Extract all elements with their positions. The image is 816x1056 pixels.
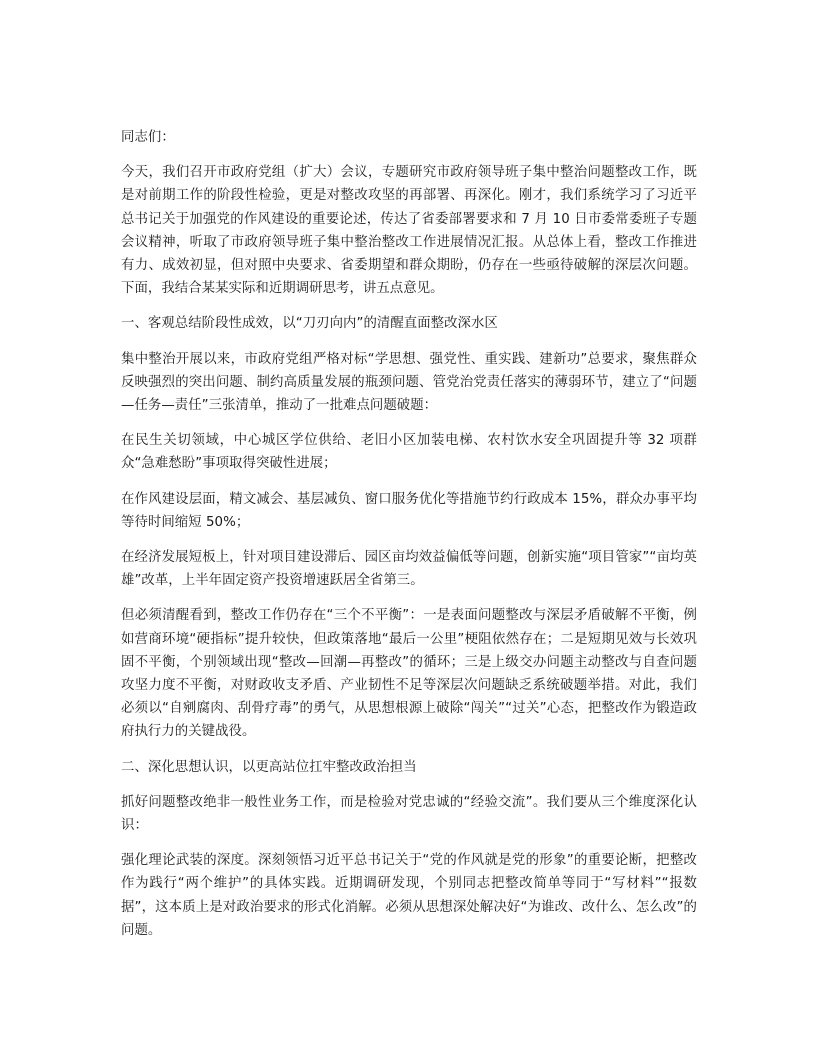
section-heading-1: 一、客观总结阶段性成效，以“刀刃向内”的清醒直面整改深水区 [121, 316, 498, 332]
paragraph-theory: 强化理论武装的深度。深刻领悟习近平总书记关于“党的作风就是党的形象”的重要论断，把整改作为践行“两个维护”的具体实践。近期调研发现，个别同志把整改简单等同于“写材料”“报数据”，这本质上是对政治要求的形式化消解。必须从思想深处解决好“为谁改、改什么、怎么改”的问题。 [121, 853, 697, 938]
paragraph-work-style: 在作风建设层面，精文减会、基层减负、窗口服务优化等措施节约行政成本 15%，群众办事平均等待时间缩短 50%； [121, 491, 697, 530]
document-body [121, 126, 697, 954]
salutation: 同志们： [121, 130, 175, 145]
paragraph-opening: 今天，我们召开市政府党组（扩大）会议，专题研究市政府领导班子集中整治问题整改工作，既是对前期工作的阶段性检验，更是对整改攻坚的再部署、再深化。刚才，我们系统学习了习近平总书记关于加强党的作风建设的重要论述，传达了省委部署要求和 7 月 10 日市委常委班子专题会议精神，听取了市政府领导班子集中整治整改工作进展情况汇报。从总体上看，整改工作推进有力、成效初显，但对照中央要求、省委期望和群众期盼，仍存在一些亟待破解的深层次问题。下面，我结合某某实际和近期调研思考，讲五点意见。 [121, 165, 697, 297]
paragraph-imbalances: 但必须清醒看到，整改工作仍存在“三个不平衡”：一是表面问题整改与深层矛盾破解不平衡，例如营商环境“硬指标”提升较快，但政策落地“最后一公里”梗阻依然存在；二是短期见效与长效巩固不平衡，个别领域出现“整改—回潮—再整改”的循环；三是上级交办问题主动整改与自查问题攻坚力度不平衡，对财政收支矛盾、产业韧性不足等深层次问题缺乏系统破题举措。对此，我们必须以“自剜腐肉、刮骨疗毒”的勇气，从思想根源上破除“闯关”“过关”心态，把整改作为锻造政府执行力的关键战役。 [121, 608, 697, 740]
paragraph-livelihood: 在民生关切领域，中心城区学位供给、老旧小区加装电梯、农村饮水安全巩固提升等 32 项群众“急难愁盼”事项取得突破性进展； [121, 433, 697, 472]
paragraph-economy: 在经济发展短板上，针对项目建设滞后、园区亩均效益偏低等问题，创新实施“项目管家”“亩均英雄”改革，上半年固定资产投资增速跃居全省第三。 [121, 550, 697, 589]
paragraph-achievements-intro: 集中整治开展以来，市政府党组严格对标“学思想、强党性、重实践、建新功”总要求，聚焦群众反映强烈的突出问题、制约高质量发展的瓶颈问题、管党治党责任落实的薄弱环节，建立了“问题—任务—责任”三张清单，推动了一批难点问题破题： [121, 351, 697, 414]
section-heading-2: 二、深化思想认识，以更高站位扛牢整改政治担当 [121, 759, 417, 775]
paragraph-awareness-intro: 抓好问题整改绝非一般性业务工作，而是检验对党忠诚的“经验交流”。我们要从三个维度深化认识： [121, 794, 697, 834]
